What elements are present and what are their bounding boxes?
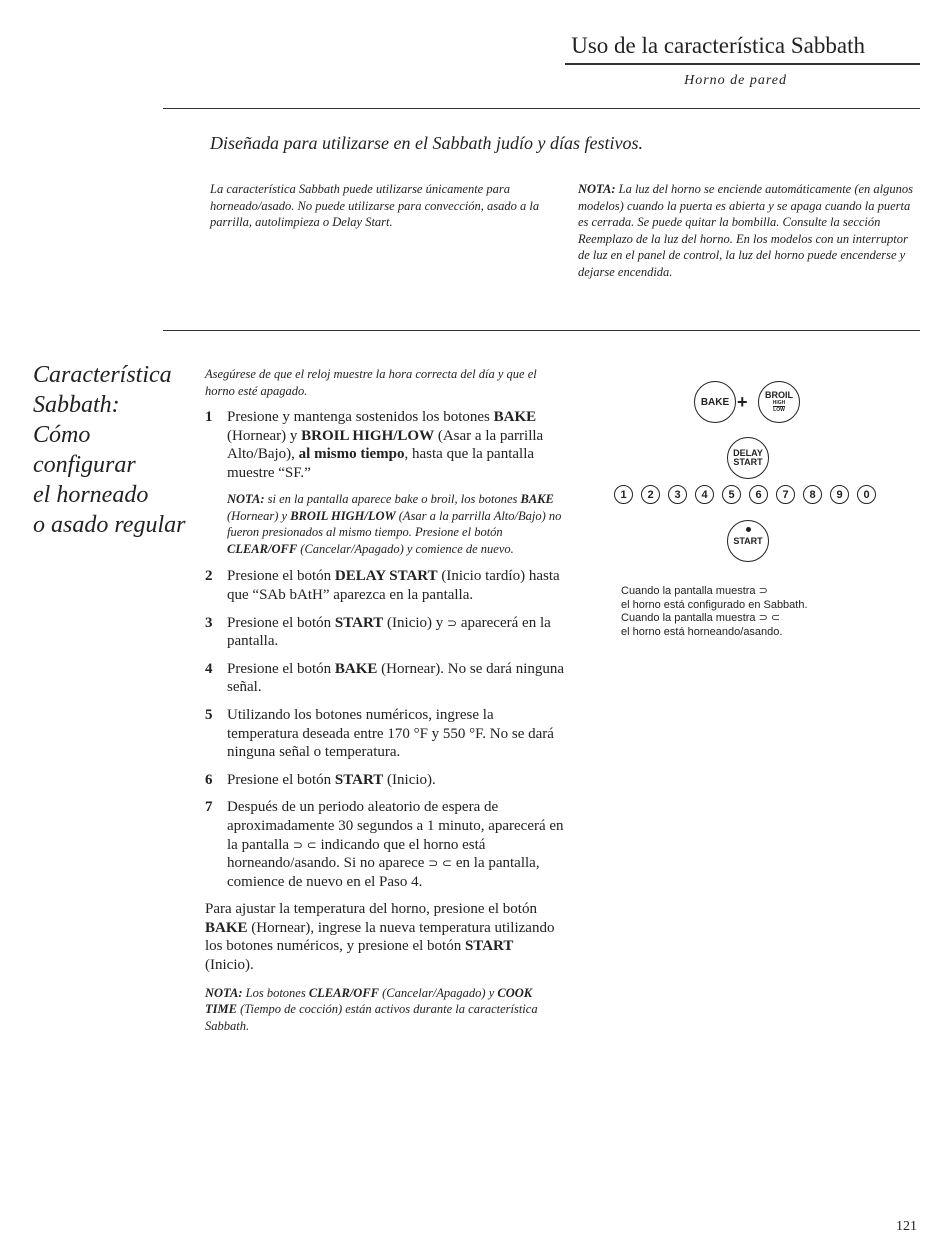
indicator-dot-icon <box>746 527 751 532</box>
note-text: (Asar a la parrilla Alto/Bajo) no fueron presionados al mismo tiempo. Presione el botón <box>227 508 562 540</box>
number-button-5: 5 <box>722 485 741 504</box>
step-bold: START <box>334 614 384 631</box>
number-button-9: 9 <box>830 485 849 504</box>
section-heading-line: configurar <box>33 452 136 478</box>
note-bold: CLEAR/OFF <box>308 985 379 1000</box>
step-text: , hasta que la pantalla muestre “SF.” <box>227 446 535 481</box>
step-text: Presione el botón <box>227 660 335 677</box>
step-bold: BAKE <box>334 660 378 677</box>
number-button-8: 8 <box>803 485 822 504</box>
display-symbol: ⊃ <box>447 615 458 630</box>
step-bold: START <box>334 771 384 788</box>
display-symbol: ⊃ ⊂ <box>428 856 453 871</box>
intro-heading: Diseñada para utilizarse en el Sabbath judío y días festivos. <box>210 133 643 153</box>
step-text: aparecerá en la pantalla. <box>227 614 551 650</box>
number-button-7: 7 <box>776 485 795 504</box>
broil-low-label: LOW <box>773 407 785 413</box>
step-6 <box>205 771 565 790</box>
page-subtitle: Horno de pared <box>684 73 787 88</box>
step-bold: BROIL HIGH/LOW <box>301 427 435 444</box>
step-text: Presione el botón <box>227 771 335 788</box>
step-text: Presione y mantenga sostenidos los botones <box>227 409 494 425</box>
number-button-4: 4 <box>695 485 714 504</box>
intro-note <box>578 181 918 280</box>
title-rule <box>565 63 920 65</box>
number-button-3: 3 <box>668 485 687 504</box>
note-text: Los botones <box>242 985 309 1000</box>
note-label: NOTA: <box>227 492 265 507</box>
caption-line: Cuando la pantalla muestra ⊃ <box>621 585 768 597</box>
step-text: (Hornear). No se dará ninguna señal. <box>227 660 565 696</box>
step-bold: al mismo tiempo <box>298 446 405 463</box>
step-text: indicando que el horno está horneando/asando. Si no aparece <box>227 836 486 872</box>
step-text: (Inicio). <box>383 771 436 788</box>
divider-middle <box>163 330 920 331</box>
intro-left-text: La característica Sabbath puede utilizarse únicamente para horneado/asado. No puede utilizarse para convección, asado a la parrilla, autolimpieza o Delay Start. <box>210 182 540 229</box>
note-bold: BAKE <box>520 492 554 507</box>
step-number: 4 <box>205 660 213 677</box>
body-bold: START <box>464 938 514 955</box>
broil-high-label: HIGH <box>772 400 786 406</box>
number-button-6: 6 <box>749 485 768 504</box>
section-heading <box>33 360 193 540</box>
note-text: (Hornear) y <box>227 508 291 523</box>
section-heading-line: Cómo <box>33 422 91 448</box>
step-number: 3 <box>205 614 213 631</box>
caption-line: Cuando la pantalla muestra ⊃ ⊂ <box>621 612 781 624</box>
step-text: Después de un periodo aleatorio de espera de aproximadamente 30 segundos a 1 minuto, aparecerá en la pantalla <box>227 799 564 853</box>
step-text: (Asar a la parrilla Alto/Bajo), <box>227 427 544 463</box>
number-button-2: 2 <box>641 485 660 504</box>
section-heading-line: Sabbath: <box>33 392 120 418</box>
step-text: Utilizando los botones numéricos, ingrese la temperatura deseada entre 170 °F y 550 °F. No se dará ninguna señal o temperatura. <box>227 706 554 761</box>
body-text: Para ajustar la temperatura del horno, presione el botón <box>205 901 537 918</box>
step-text: (Inicio tardío) hasta que “SAb bAtH” aparezca en la pantalla. <box>227 568 560 603</box>
step-number: 2 <box>205 568 213 585</box>
note-bold: BROIL HIGH/LOW <box>290 508 396 523</box>
steps-list <box>205 408 565 482</box>
start-label: START <box>733 535 763 546</box>
step-text: Presione el botón <box>227 614 335 631</box>
step-number: 5 <box>205 706 213 723</box>
section-heading-line: el horneado <box>33 482 149 508</box>
plus-sign: + <box>737 392 748 412</box>
body-text: (Hornear), ingrese la nueva temperatura utilizando los botones numéricos, y presione el botón <box>205 919 555 955</box>
section-heading-line: Característica <box>33 362 172 388</box>
number-button-1: 1 <box>614 485 633 504</box>
step-1-note <box>227 491 565 557</box>
step-number: 6 <box>205 771 213 788</box>
step-3 <box>205 614 565 651</box>
note-label: NOTA: <box>205 985 243 1000</box>
step-bold: DELAY START <box>334 568 438 585</box>
instructions-column <box>205 366 565 1034</box>
note-text: (Cancelar/Apagado) y comience de nuevo. <box>297 541 514 556</box>
adjust-temperature-text <box>205 900 565 974</box>
note-text: si en la pantalla aparece bake o broil, los botones <box>264 492 521 507</box>
step-number: 1 <box>205 409 213 425</box>
note-text: (Cancelar/Apagado) y <box>379 985 498 1000</box>
note-text: La luz del horno se enciende automáticamente (en algunos modelos) cuando la puerta es abierta y se apaga cuando la puerta es cerrada. Se puede quitar la bombilla. Consulte la sección Reemplazo de la luz del horno. En los modelos con un interruptor de luz en el panel de control, la luz del horno puede encenderse y dejarse encendida. <box>578 182 914 279</box>
note-text: (Tiempo de cocción) están activos durante la característica Sabbath. <box>205 1002 538 1033</box>
steps-list <box>205 567 565 891</box>
broil-label: BROIL <box>765 390 793 400</box>
panel-caption <box>621 585 881 639</box>
step-text: (Inicio) y <box>383 614 448 631</box>
page-number: 121 <box>896 1219 917 1234</box>
caption-line: el horno está horneando/asando. <box>621 625 783 638</box>
body-text: (Inicio). <box>205 957 254 974</box>
delay-start-button <box>727 437 769 479</box>
body-bold: BAKE <box>205 919 248 936</box>
step-5 <box>205 706 565 762</box>
page-title: Uso de la característica Sabbath <box>571 33 865 58</box>
divider-top <box>163 108 920 109</box>
number-button-0: 0 <box>857 485 876 504</box>
note-label: NOTA: <box>578 182 616 196</box>
caption-line: el horno está configurado en Sabbath. <box>621 598 808 611</box>
prerequisite-note: Asegúrese de que el reloj muestre la hora correcta del día y que el horno esté apagado. <box>205 367 537 398</box>
delay-label: DELAY <box>733 448 763 458</box>
start-button <box>727 520 769 562</box>
note-bold: CLEAR/OFF <box>227 541 298 556</box>
step-text: (Hornear) y <box>227 427 302 444</box>
step-text: Presione el botón <box>227 568 335 585</box>
display-symbol: ⊃ ⊂ <box>292 837 317 852</box>
section-heading-line: o asado regular <box>33 512 186 538</box>
final-note <box>205 985 565 1035</box>
broil-button <box>758 381 800 423</box>
step-1 <box>205 408 565 482</box>
step-bold: BAKE <box>493 409 537 425</box>
note-bold: COOK TIME <box>205 985 533 1017</box>
delay-start-label: START <box>733 457 763 467</box>
step-4 <box>205 660 565 697</box>
step-text: en la pantalla, comience de nuevo en el Paso 4. <box>227 855 540 890</box>
step-number: 7 <box>205 799 213 816</box>
step-7 <box>205 798 565 891</box>
step-2 <box>205 567 565 604</box>
bake-button: BAKE <box>694 381 736 423</box>
